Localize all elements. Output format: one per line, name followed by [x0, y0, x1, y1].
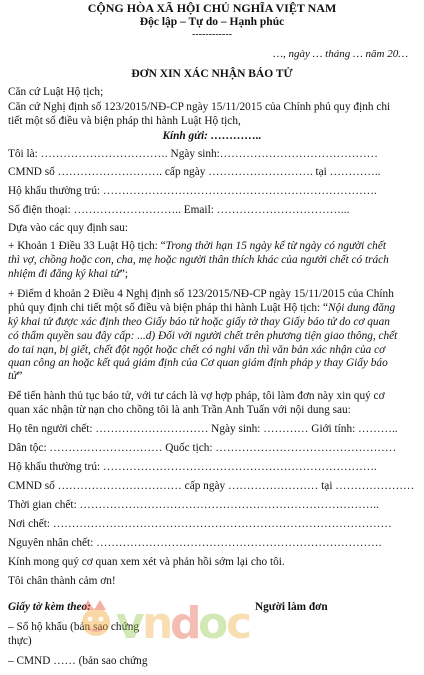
applicant-name-field: Tôi là: ……………………………. Ngày sinh:……………………………………: [8, 148, 378, 160]
clause-2-line: có thẩm quyền sau đây cấp: ...d) Đối với người chết trên phương tiện giao thông, chết: [8, 330, 398, 342]
closing-thanks: Tôi chân thành cảm ơn!: [8, 575, 116, 587]
deceased-id-field: CMND số …………………………… cấp ngày …………………… tại …………………: [8, 480, 415, 492]
signature-label: Người làm đơn: [255, 601, 328, 613]
clause-2-line: do tai nạn, bị giết, chết đột ngột hoặc chết có nghi vấn thì văn bản xác nhận của cơ: [8, 344, 386, 356]
applicant-residence-field: Hộ khẩu thường trú: ……………………………………………………………….: [8, 185, 377, 197]
closing-request: Kính mong quý cơ quan xem xét và phản hồi sớm lại cho tôi.: [8, 556, 285, 568]
header-rule: ------------: [192, 29, 232, 40]
clause-1-line: thì vợ, chồng hoặc con, cha, mẹ hoặc người thân thích khác của người chết có trách: [8, 254, 389, 266]
svg-text:c: c: [226, 598, 253, 649]
basis-line: Căn cứ Luật Hộ tịch;: [8, 86, 104, 98]
recipient: Kính gửi: …………..: [162, 130, 262, 142]
basis-line: tiết một số điều và biện pháp thi hành Luật Hộ tịch,: [8, 115, 241, 127]
attachment-item: – CMND …… (bản sao chứng: [8, 655, 148, 667]
attachment-item-continued: thực): [8, 635, 32, 647]
clause-2-line: + Điểm d khoản 2 Điều 4 Nghị định số 123/2015/NĐ-CP ngày 15/11/2015 của Chính: [8, 288, 394, 300]
deceased-residence-field: Hộ khẩu thường trú: ……………………………………………………………….: [8, 461, 377, 473]
request-line: Để tiến hành thủ tục báo tử, với tư cách là vợ hợp pháp, tôi làm đơn này xin quý cơ: [8, 390, 385, 402]
deceased-ethnicity-field: Dân tộc: ………………………… Quốc tịch: …………………………………………: [8, 442, 397, 454]
death-place-field: Nơi chết: ………………………………………………………………………………: [8, 518, 392, 530]
clause-1-line: nhiệm đi đăng ký khai tử”;: [8, 268, 129, 280]
deceased-name-field: Họ tên người chết: ………………………… Ngày sinh: ………… Giới tính: ………..: [8, 423, 398, 435]
clause-2-line: quan công an hoặc kết quả giám định của Cơ quan giám định pháp y thay Giấy báo: [8, 357, 388, 369]
svg-text:n: n: [142, 598, 174, 649]
death-cause-field: Nguyên nhân chết: ………………………………………………………………….: [8, 537, 382, 549]
attachment-item: – Sổ hộ khẩu (bản sao chứng: [8, 621, 139, 633]
clause-2-line: phủ quy định chi tiết một số điều và biện pháp thi hành Luật Hộ tịch: “Nội dung đăng: [8, 302, 396, 314]
attachments-heading: Giấy tờ kèm theo:: [8, 601, 91, 613]
svg-text:d: d: [170, 598, 202, 649]
legal-intro: Dựa vào các quy định sau:: [8, 222, 128, 234]
vndoc-watermark-logo: [70, 592, 260, 652]
motto: Độc lập – Tự do – Hạnh phúc: [139, 16, 285, 28]
clause-2-line: ký khai tử được xác định theo Giấy báo tử hoặc giấy tờ thay Giấy báo tử do cơ quan: [8, 316, 390, 328]
applicant-id-field: CMND số ………………………. cấp ngày ………………………. tại …………..: [8, 166, 381, 178]
clause-1-line: + Khoản 1 Điều 33 Luật Hộ tịch: “Trong thời hạn 15 ngày kể từ ngày có người chết: [8, 240, 386, 252]
basis-line: Căn cứ Nghị định số 123/2015/NĐ-CP ngày 15/11/2015 của Chính phủ quy định chi: [8, 101, 391, 113]
clause-2-line: tử”: [8, 370, 23, 382]
nation-heading: CỘNG HÒA XÃ HỘI CHỦ NGHĨA VIỆT NAM: [87, 1, 337, 15]
request-line: quan xác nhận từ nạn cho chồng tôi là anh Trần Anh Tuấn với nội dung sau:: [8, 404, 351, 416]
applicant-contact-field: Số điện thoại: ……………………….. Email: ……………………………...: [8, 204, 350, 216]
document-title: ĐƠN XIN XÁC NHẬN BÁO TỬ: [131, 68, 293, 80]
svg-text:o: o: [198, 598, 229, 649]
svg-text:v: v: [116, 598, 145, 649]
death-time-field: Thời gian chết: ……………………………………………………………………..: [8, 499, 379, 511]
date-line: …, ngày … tháng … năm 20…: [273, 48, 408, 60]
